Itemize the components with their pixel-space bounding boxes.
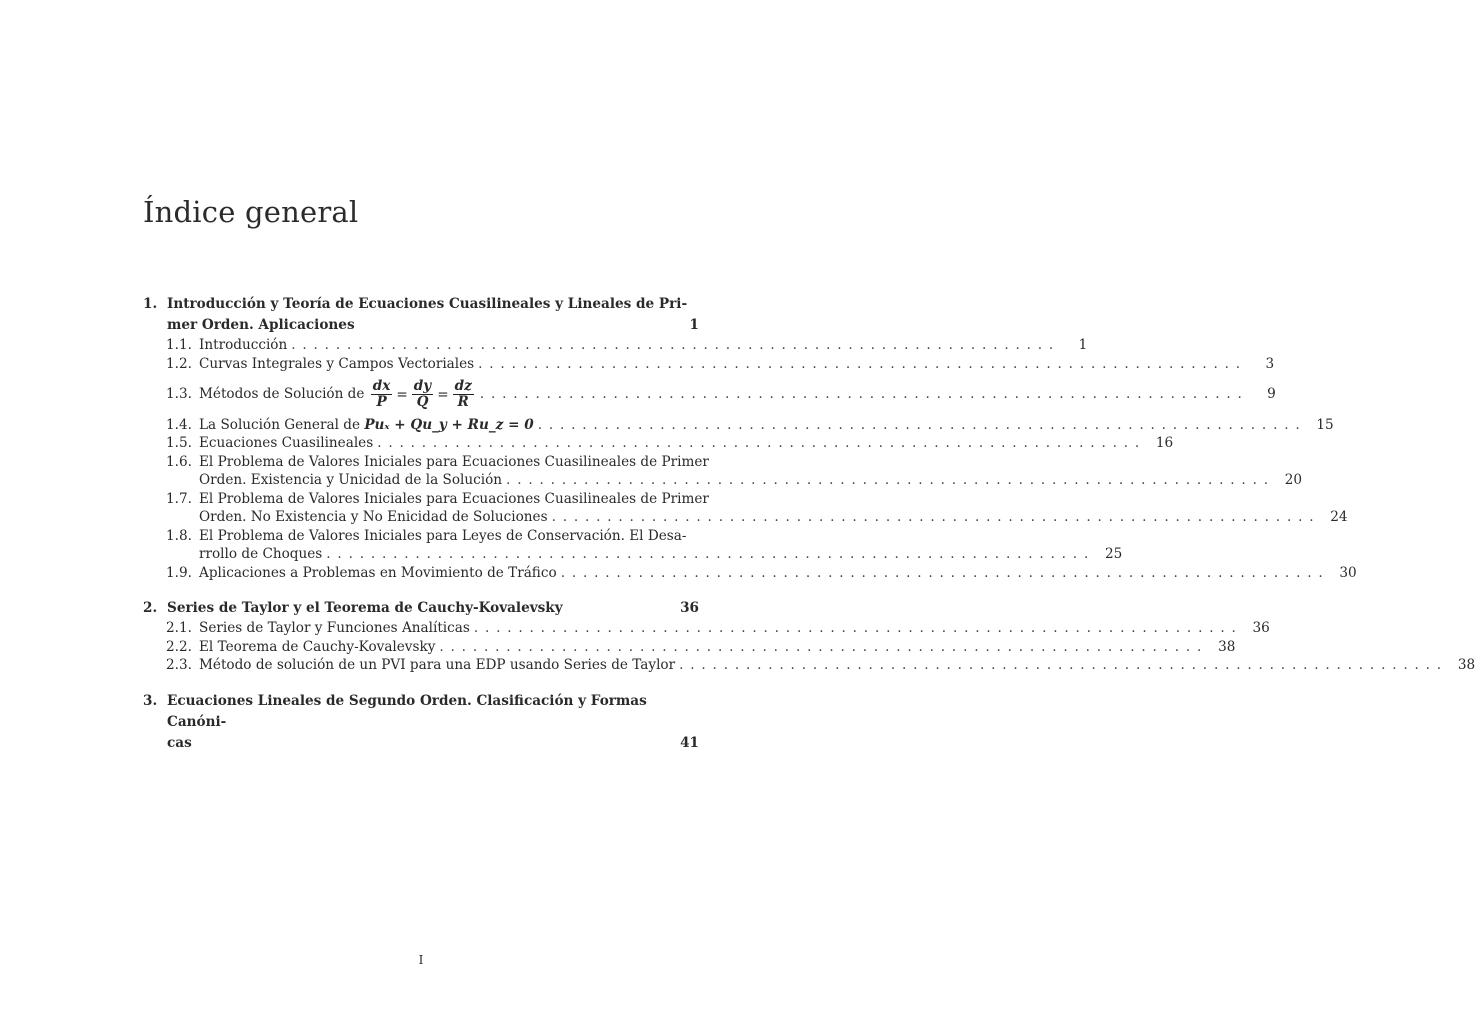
chapter-title-line1: Ecuaciones Lineales de Segundo Orden. Clasificación y Formas Canóni-: [167, 692, 647, 730]
section-page-number: 1: [1078, 337, 1088, 353]
section-number: 1.7.: [166, 490, 192, 507]
page-footer-number: I: [418, 953, 424, 967]
leader-dots: [548, 508, 1318, 527]
section-page-number: 24: [1330, 509, 1348, 525]
toc-entry[interactable]: [166, 527, 1123, 564]
section-page-number: 20: [1284, 472, 1303, 488]
section-page-number: 38: [1457, 657, 1475, 673]
toc-entry[interactable]: [166, 453, 1303, 490]
toc-entry[interactable]: [166, 416, 1334, 435]
section-page-number: 3: [1265, 355, 1275, 372]
section-title: Métodos de Solución de: [199, 386, 365, 402]
section-page-number: 38: [1218, 638, 1236, 655]
section-page-number: 36: [1252, 620, 1270, 636]
chapter-title-line1: Introducción y Teoría de Ecuaciones Cuasilineales y Lineales de Pri-: [167, 296, 688, 312]
inline-formula: Puₓ + Qu_y + Ru_z = 0: [364, 416, 534, 433]
section-title-line1: El Problema de Valores Iniciales para Ecuaciones Cuasilineales de Primer: [199, 490, 709, 507]
leader-dots: [287, 336, 1057, 355]
chapter-heading[interactable]: [143, 598, 699, 619]
section-title-with-formula: [199, 416, 534, 435]
section-title: Aplicaciones a Problemas en Movimiento de Tráfico: [199, 564, 557, 581]
chapter-page-number: 1: [689, 317, 699, 333]
toc-chapter-3: [143, 691, 699, 754]
fraction-dy-over-q: $\frac{dy}{Q}$: [413, 378, 432, 410]
toc-entry[interactable]: [166, 336, 1088, 355]
chapter-page-number: 36: [680, 600, 699, 616]
section-page-number: 25: [1104, 546, 1123, 562]
section-number: 1.6.: [166, 453, 192, 470]
leader-dots: [557, 564, 1327, 583]
section-page-number: 15: [1316, 416, 1334, 433]
leader-dots: [474, 355, 1244, 374]
page-title: Índice general: [143, 195, 359, 229]
section-title-line1: El Problema de Valores Iniciales para Ecuaciones Cuasilineales de Primer: [199, 453, 709, 470]
section-number: 1.4.: [166, 416, 192, 433]
toc-chapter-1: [143, 294, 1357, 582]
chapter-heading[interactable]: [143, 691, 699, 754]
leader-dots: [675, 656, 1445, 675]
chapter-title-line2: mer Orden. Aplicaciones: [167, 317, 355, 333]
section-page-number: 9: [1267, 386, 1276, 403]
table-of-contents: [143, 294, 1475, 770]
toc-entry[interactable]: [166, 619, 1270, 638]
toc-entry[interactable]: [166, 355, 1275, 374]
section-number: 2.1.: [166, 620, 192, 636]
leader-dots: [476, 373, 1246, 415]
leader-dots: [534, 416, 1304, 435]
section-number: 1.3.: [166, 386, 192, 403]
leader-dots: [373, 434, 1143, 453]
section-title: El Teorema de Cauchy-Kovalevsky: [199, 638, 436, 655]
toc-entry[interactable]: [166, 656, 1475, 675]
leader-dots: [502, 471, 1272, 490]
section-number: 2.2.: [166, 638, 192, 655]
leader-dots: [322, 545, 1092, 564]
fraction-dx-over-p: $\frac{dx}{P}$: [372, 378, 391, 410]
fraction-dz-over-r: $\frac{dz}{R}$: [454, 378, 472, 410]
toc-entry[interactable]: [166, 373, 1276, 416]
section-title: Curvas Integrales y Campos Vectoriales: [199, 355, 475, 372]
section-number: 2.3.: [166, 657, 192, 673]
section-page-number: 16: [1155, 435, 1174, 451]
section-number: 1.5.: [166, 435, 192, 451]
section-page-number: 30: [1339, 564, 1357, 581]
section-number: 1.2.: [166, 355, 192, 372]
section-number: 1.9.: [166, 564, 192, 581]
toc-entry[interactable]: [166, 638, 1236, 657]
toc-chapter-2: [143, 598, 1475, 675]
section-title: Introducción: [199, 337, 288, 353]
section-title: Método de solución de un PVI para una EDP usando Series de Taylor: [199, 657, 676, 673]
chapter-title-line2: cas: [167, 734, 192, 751]
section-number: 1.8.: [166, 527, 192, 544]
chapter-heading[interactable]: [143, 294, 699, 336]
toc-entry[interactable]: [166, 490, 1348, 527]
leader-dots: [470, 619, 1240, 638]
chapter-number: 1.: [143, 296, 158, 312]
toc-entry[interactable]: [166, 434, 1174, 453]
section-title-with-formula: Métodos de Solución de $\frac{dx}{P}$ = $\frac{dy}{Q}$ = $\frac{dz}{R}$: [199, 378, 472, 410]
section-title: La Solución General de: [199, 416, 360, 433]
leader-dots: [435, 638, 1205, 657]
section-title: Series de Taylor y Funciones Analíticas: [199, 620, 470, 636]
chapter-number: 2.: [143, 600, 158, 616]
section-number: 1.1.: [166, 337, 192, 353]
chapter-number: 3.: [143, 692, 158, 709]
section-title: rrollo de Choques: [199, 546, 323, 562]
chapter-title-line1: Series de Taylor y el Teorema de Cauchy-Kovalevsky: [167, 600, 563, 616]
section-title: Ecuaciones Cuasilineales: [199, 435, 374, 451]
chapter-page-number: 41: [680, 734, 699, 751]
section-title: Orden. No Existencia y No Enicidad de Soluciones: [199, 509, 548, 525]
toc-entry[interactable]: [166, 564, 1357, 583]
section-title: Orden. Existencia y Unicidad de la Solución: [199, 472, 503, 488]
section-title-line1: El Problema de Valores Iniciales para Leyes de Conservación. El Desa-: [199, 527, 687, 544]
